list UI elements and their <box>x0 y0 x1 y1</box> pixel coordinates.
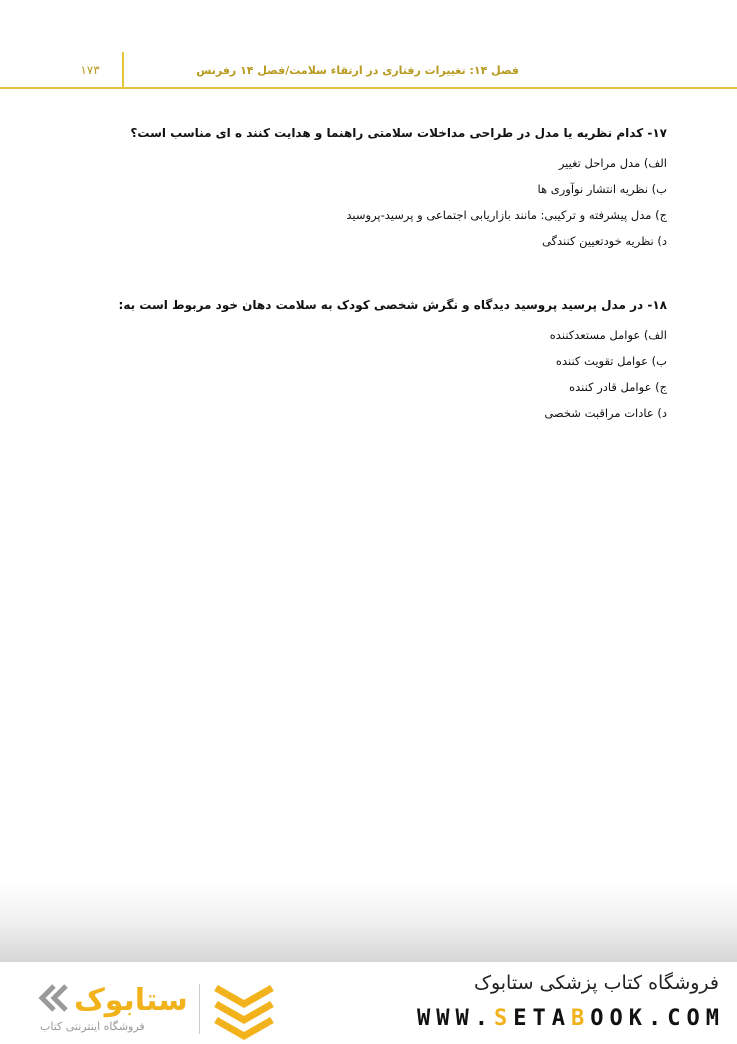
chapter-title: فصل ۱۴: تغییرات رفتاری در ارتقاء سلامت/فصل ۱۴ رفرنس <box>196 64 519 77</box>
url-part: ETA <box>513 1006 572 1031</box>
logo-subtitle: فروشگاه اینترنتی کتاب <box>40 1020 145 1033</box>
url-accent: S <box>494 1006 514 1031</box>
header-divider <box>0 87 737 89</box>
url-part: WWW. <box>417 1006 495 1031</box>
option-d: د) عادات مراقبت شخصی <box>544 406 667 420</box>
shop-url[interactable] <box>417 1006 725 1031</box>
page-number: ۱۷۳ <box>80 63 100 77</box>
logo-wordmark: ستابوک <box>74 983 188 1018</box>
shop-name: فروشگاه کتاب پزشکی ستابوک <box>473 972 719 994</box>
question-17 <box>67 126 667 254</box>
option-a: الف) عوامل مستعدکننده <box>549 328 667 342</box>
option-d: د) نظریه خودتعیین کنندگی <box>541 234 667 248</box>
header-vertical-divider <box>122 52 124 88</box>
option-c: ج) مدل پیشرفته و ترکیبی: مانند بازاریابی اجتماعی و پرسید-پروسید <box>346 208 667 222</box>
option-b: ب) نظریه انتشار نوآوری ها <box>537 182 667 196</box>
footer-shade <box>0 880 737 962</box>
logo-divider <box>199 984 200 1034</box>
question-18 <box>67 298 667 426</box>
url-part: OOK.COM <box>590 1006 725 1031</box>
option-a: الف) مدل مراحل تغییر <box>558 156 667 170</box>
question-title: ۱۸- در مدل پرسید پروسید دیدگاه و نگرش شخصی کودک به سلامت دهان خود مربوط است به: <box>118 298 667 312</box>
option-b: ب) عوامل تقویت کننده <box>555 354 667 368</box>
option-c: ج) عوامل قادر کننده <box>569 380 667 394</box>
url-accent: B <box>571 1006 591 1031</box>
question-title: ۱۷- کدام نظریه یا مدل در طراحی مداخلات سلامتی راهنما و هدایت کنند ه ای مناسب است؟ <box>130 126 667 140</box>
